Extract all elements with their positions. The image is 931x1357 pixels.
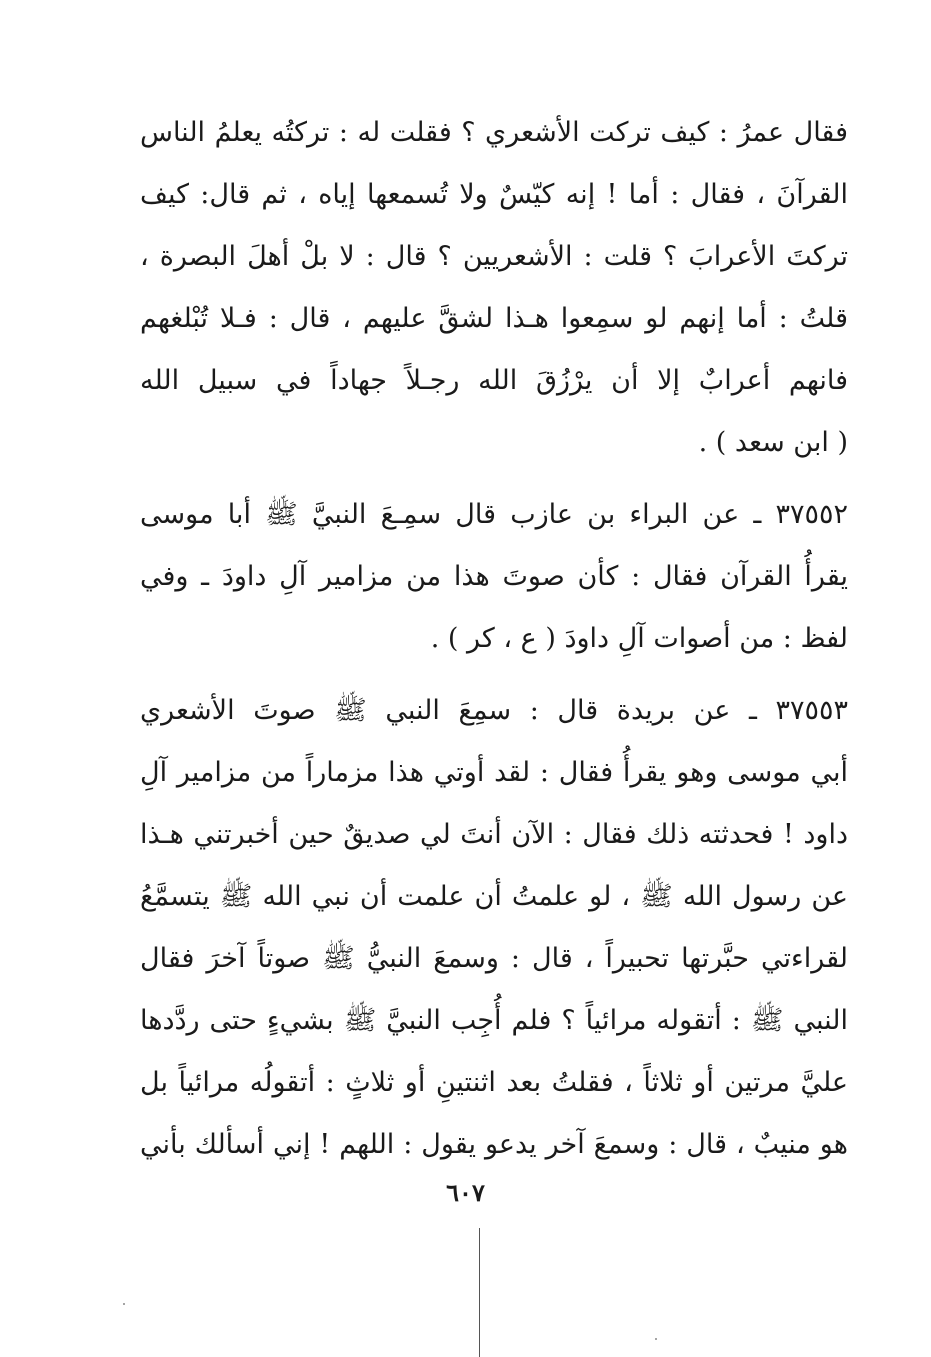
paragraph-umar-conversation <box>140 102 848 474</box>
text-line: النبي ﷺ : أتقوله مرائياً ؟ فلم أُجِب النبيَّ ﷺ بشيءٍ حتى ردَّدها <box>140 1005 848 1036</box>
citation-line: ( ابن سعد ) . <box>698 427 848 458</box>
text-line: عن رسول الله ﷺ ، لو علمتُ أن علمت أن نبي الله ﷺ يتسمَّعُ <box>140 881 848 912</box>
page-number: ٦٠٧ <box>446 1178 485 1207</box>
text-line: يقرأُ القرآن فقال : كأن صوتَ هذا من مزامير آلِ داودَ ـ وفي <box>140 561 848 592</box>
text-line: فانهم أعرابٌ إلا أن يرْزُقَ الله رجـلاً جهاداً في سبيل الله <box>140 365 848 396</box>
scan-speck <box>655 1338 657 1340</box>
text-line: عليَّ مرتين أو ثلاثاً ، فقلتُ بعد اثنتينِ أو ثلاثٍ : أتقولُه مرائياً بل <box>140 1067 848 1098</box>
hadith-37553 <box>140 680 848 1176</box>
citation-line: لفظ : من أصوات آلِ داودَ ( ع ، كر ) . <box>430 623 848 654</box>
text-line: القرآنَ ، فقال : أما ! إنه كيّسٌ ولا تُسمعها إياه ، ثم قال: كيف <box>140 179 848 210</box>
text-line: قلتُ : أما إنهم لو سمِعوا هـذا لشقَّ عليهم ، قال : فـلا تُبْلغهم <box>140 303 848 334</box>
text-line: فقال عمرُ : كيف تركت الأشعري ؟ فقلت له : تركتُه يعلمُ الناس <box>140 117 848 148</box>
text-line: داود ! فحدثته ذلك فقال : الآن أنتَ لي صديقٌ حين أخبرتني هـذا <box>140 819 848 850</box>
text-line: هو منيبٌ ، قال : وسمعَ آخر يدعو يقول : اللهم ! إني أسألك بأني <box>140 1129 848 1160</box>
text-line: لقراءتي حبَّرتها تحبيراً ، قال : وسمعَ النبيُّ ﷺ صوتاً آخرَ فقال <box>140 943 848 974</box>
text-line: ٣٧٥٥٢ ـ عن البراء بن عازب قال سمِـعَ النبيَّ ﷺ أبا موسى <box>140 499 848 530</box>
text-line: تركتَ الأعرابَ ؟ قلت : الأشعريين ؟ قال : لا بلْ أهلَ البصرة ، <box>140 241 848 272</box>
text-line: ٣٧٥٥٣ ـ عن بريدة قال : سمِعَ النبي ﷺ صوتَ الأشعري <box>140 695 848 726</box>
text-line: أبي موسى وهو يقرأُ فقال : لقد أوتي هذا مزماراً من مزامير آلِ <box>140 757 848 788</box>
scan-speck <box>123 1303 125 1305</box>
page-gutter-line <box>479 1228 480 1357</box>
hadith-37552 <box>140 484 848 670</box>
